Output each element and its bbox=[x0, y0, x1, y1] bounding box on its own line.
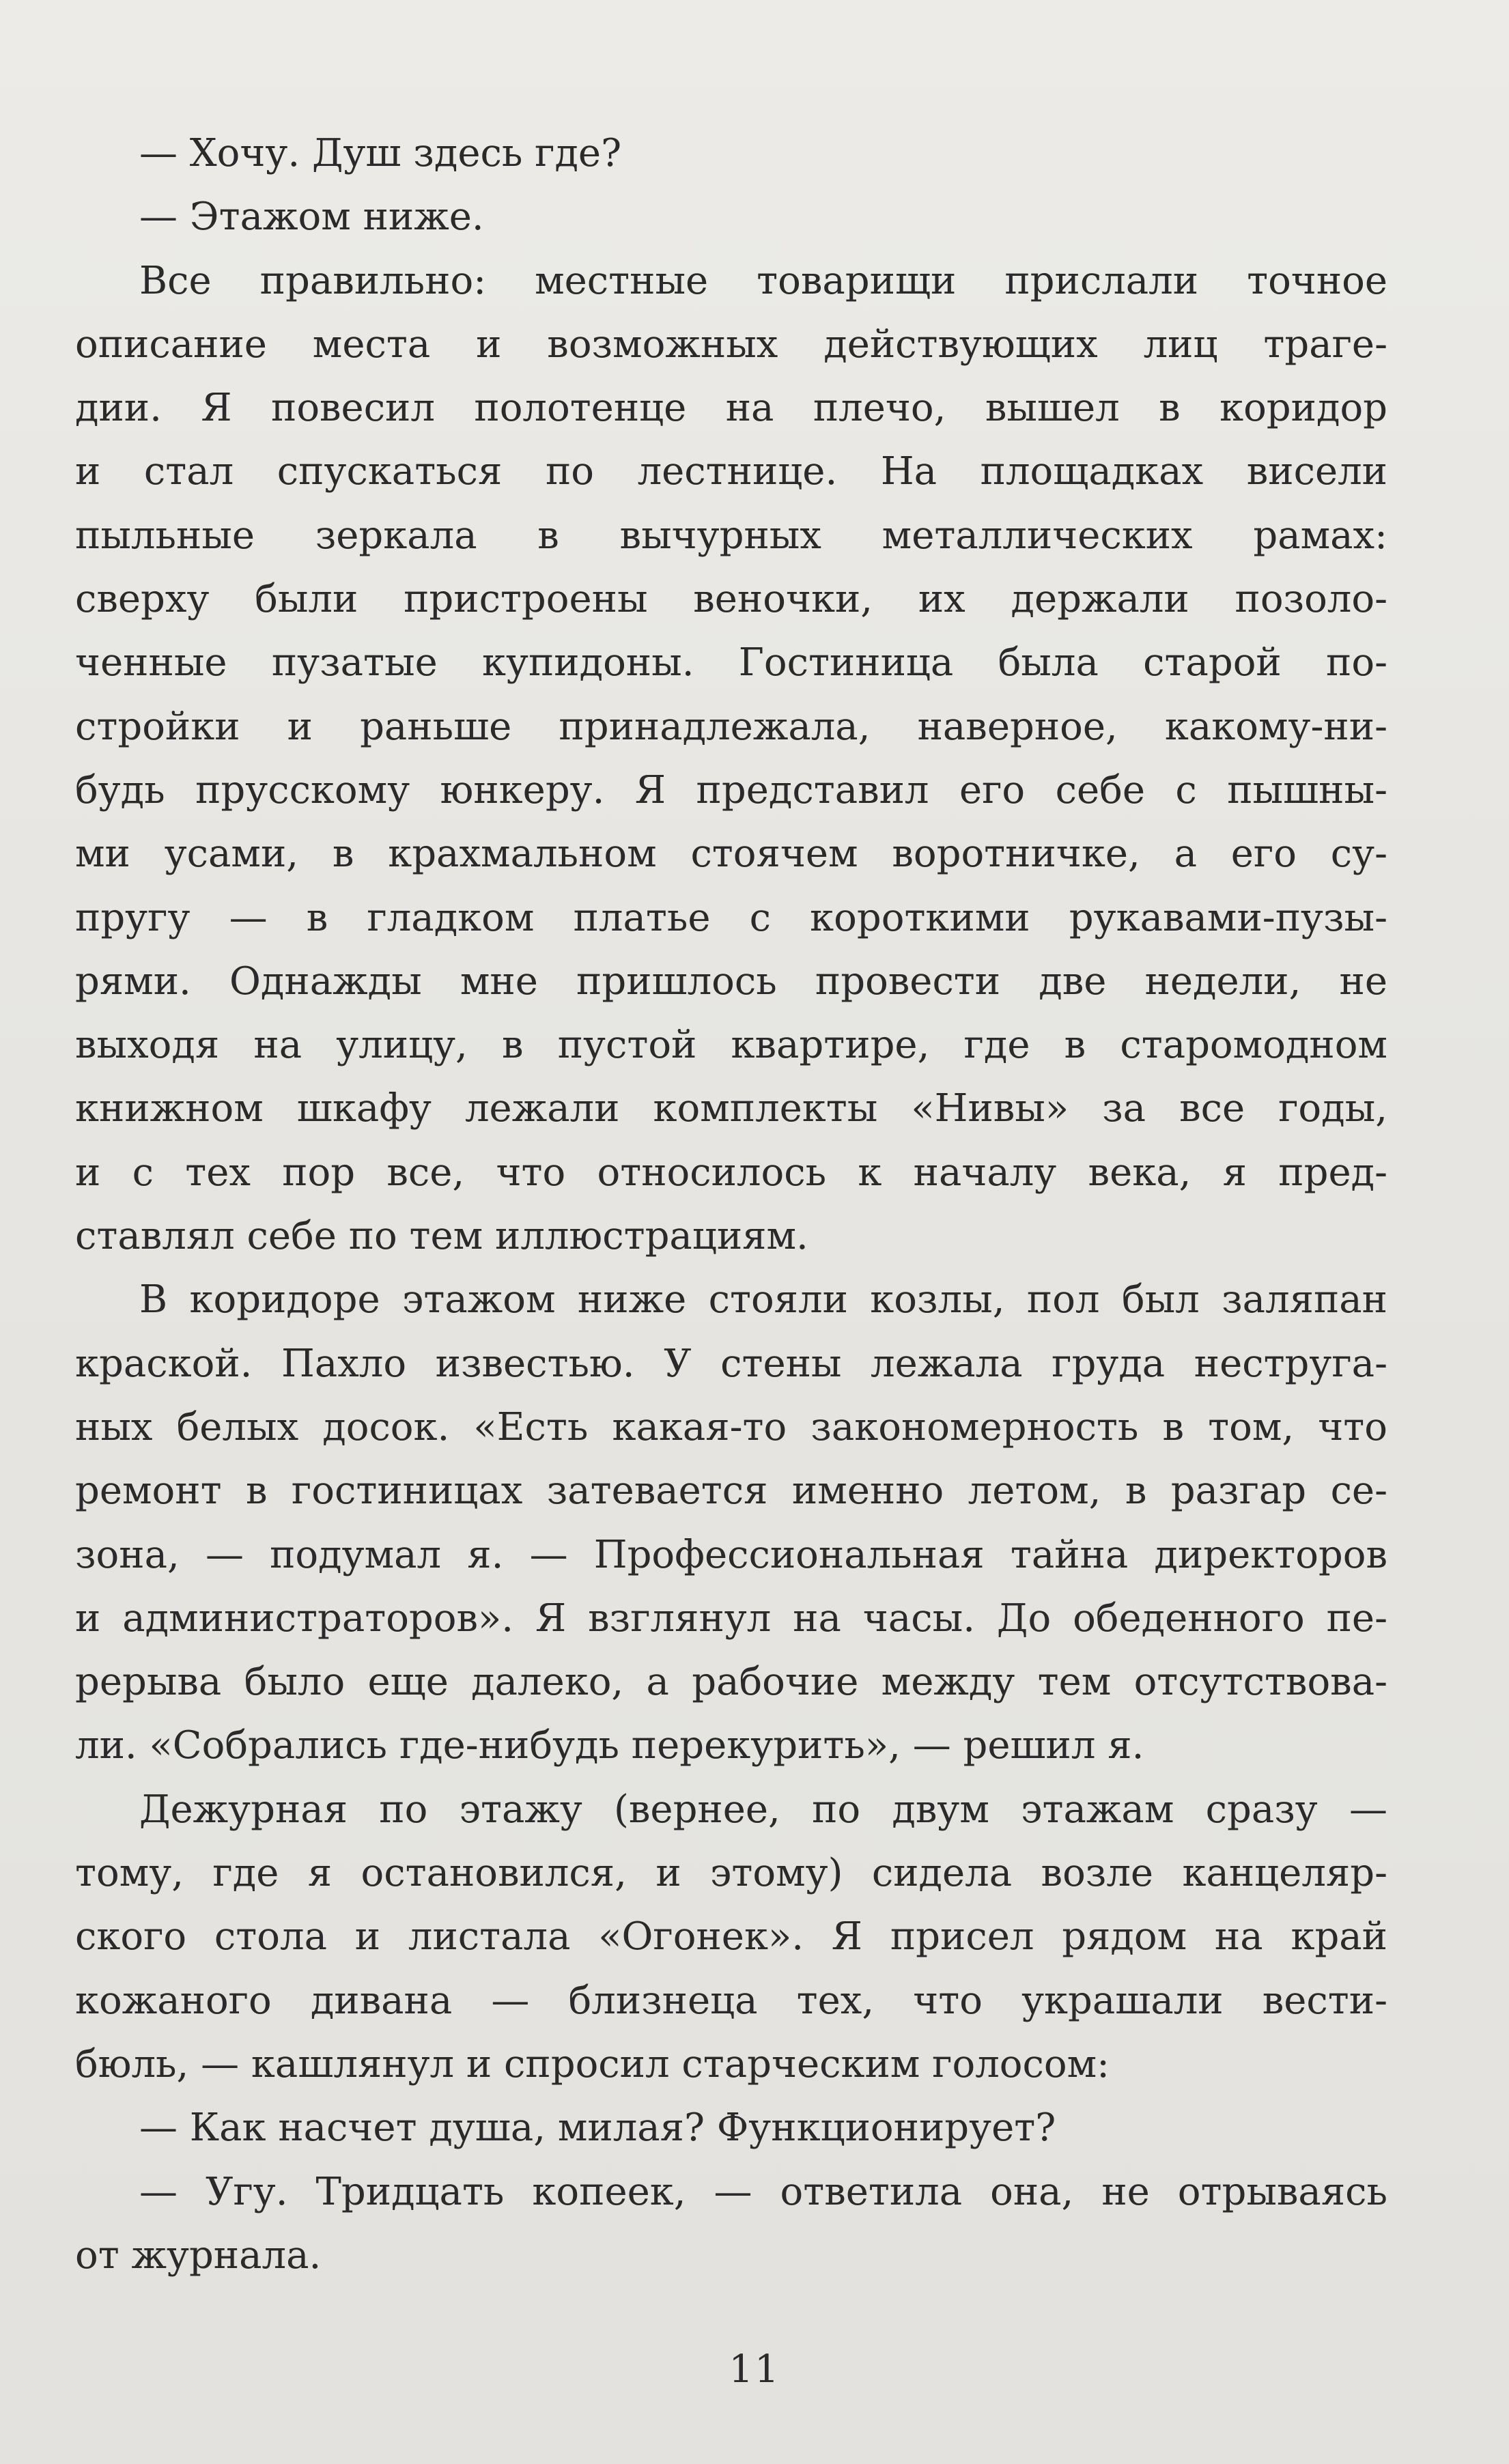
text-line: — Как насчет душа, милая? Функционирует? bbox=[139, 2106, 1056, 2151]
text-line: сверху были пристроены веночки, их держали позоло- bbox=[75, 577, 1387, 622]
text-line: ставлял себе по тем иллюстрациям. bbox=[75, 1214, 808, 1259]
text-line: будь прусскому юнкеру. Я представил его себе с пышны- bbox=[75, 767, 1387, 812]
text-line: и администраторов». Я взглянул на часы. До обеденного пе- bbox=[75, 1596, 1387, 1641]
text-line: ского стола и листала «Огонек». Я присел рядом на край bbox=[75, 1914, 1387, 1959]
body-text bbox=[75, 122, 1387, 2287]
text-line: рями. Однажды мне пришлось провести две недели, не bbox=[75, 959, 1387, 1004]
text-line: ли. «Собрались где-нибудь перекурить», — решил я. bbox=[75, 1723, 1144, 1768]
text-line: зона, — подумал я. — Профессиональная тайна директоров bbox=[75, 1532, 1387, 1577]
text-line: В коридоре этажом ниже стояли козлы, пол был заляпан bbox=[139, 1277, 1387, 1322]
text-line: Дежурная по этажу (вернее, по двум этажам сразу — bbox=[139, 1787, 1387, 1832]
text-line: пыльные зеркала в вычурных металлических рамах: bbox=[75, 513, 1387, 558]
text-line: ченные пузатые купидоны. Гостиница была старой по- bbox=[75, 640, 1387, 685]
page-number: 11 bbox=[729, 2347, 780, 2392]
text-line: — Хочу. Душ здесь где? bbox=[139, 131, 622, 175]
text-line: рерыва было еще далеко, а рабочие между тем отсутствова- bbox=[75, 1660, 1387, 1705]
text-line: и стал спускаться по лестнице. На площадках висели bbox=[75, 449, 1387, 494]
text-line: ми усами, в крахмальном стоячем воротничке, а его су- bbox=[75, 832, 1387, 877]
text-line: бюль, — кашлянул и спросил старческим голосом: bbox=[75, 2041, 1110, 2086]
text-line: краской. Пахло известью. У стены лежала груда неструга- bbox=[75, 1341, 1387, 1386]
text-line: кожаного дивана — близнеца тех, что украшали вести- bbox=[75, 1978, 1387, 2023]
text-line: — Этажом ниже. bbox=[139, 195, 484, 240]
text-line: пругу — в гладком платье с короткими рукавами-пузы- bbox=[75, 895, 1387, 940]
text-line: дии. Я повесил полотенце на плечо, вышел в коридор bbox=[75, 386, 1387, 431]
text-line: тому, где я остановился, и этому) сидела возле канцеляр- bbox=[75, 1851, 1387, 1896]
text-line: описание места и возможных действующих лиц траге- bbox=[75, 322, 1387, 367]
text-line: Все правильно: местные товарищи прислали точное bbox=[139, 258, 1387, 303]
text-line: ремонт в гостиницах затевается именно летом, в разгар се- bbox=[75, 1469, 1387, 1514]
text-line: книжном шкафу лежали комплекты «Нивы» за все годы, bbox=[75, 1086, 1387, 1131]
text-line: и с тех пор все, что относилось к началу века, я пред- bbox=[75, 1150, 1387, 1195]
text-line: выходя на улицу, в пустой квартире, где в старомодном bbox=[75, 1023, 1387, 1068]
text-line: ных белых досок. «Есть какая-то закономерность в том, что bbox=[75, 1404, 1387, 1449]
text-line: — Угу. Тридцать копеек, — ответила она, не отрываясь bbox=[139, 2169, 1387, 2214]
text-line: стройки и раньше принадлежала, наверное, какому-ни- bbox=[75, 704, 1387, 749]
text-line: от журнала. bbox=[75, 2233, 322, 2278]
